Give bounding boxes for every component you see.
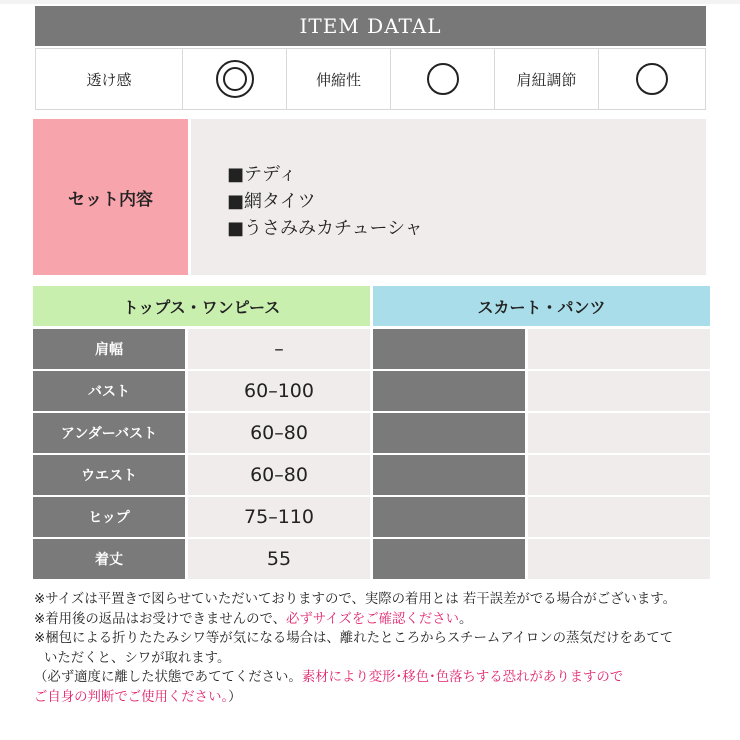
size-header-bottoms: スカート・パンツ: [373, 286, 710, 326]
note-line: ※着用後の返品はお受けできませんので、必ずサイズをご確認ください。: [34, 611, 473, 627]
note-line: ご自身の判断でご使用ください。）: [34, 689, 242, 705]
note-line: いただくと、シワが取れます。: [44, 650, 231, 666]
bottoms-label-empty: [373, 455, 525, 495]
bottoms-value-empty: [528, 329, 710, 369]
size-value: 60–80: [188, 455, 370, 495]
size-label: バスト: [33, 371, 185, 411]
set-item: ■うさみみカチューシャ: [227, 218, 423, 239]
size-label: アンダーバスト: [33, 413, 185, 453]
size-label: ウエスト: [33, 455, 185, 495]
bottoms-label-empty: [373, 371, 525, 411]
size-label: ヒップ: [33, 497, 185, 537]
set-contents-panel: [191, 119, 706, 275]
size-row: [33, 539, 710, 579]
note-highlight: ご自身の判断でご使用ください。: [34, 689, 229, 705]
bottoms-label-empty: [373, 497, 525, 537]
property-label-sheer: 透け感: [36, 49, 183, 109]
notes: [34, 590, 724, 707]
property-mark-strap-adjust: [599, 49, 705, 109]
bottoms-value-empty: [528, 413, 710, 453]
property-mark-stretch: [391, 49, 495, 109]
bottoms-value-empty: [528, 371, 710, 411]
circle-icon: [427, 63, 459, 95]
property-label-strap-adjust: 肩紐調節: [495, 49, 599, 109]
double-circle-icon: [216, 60, 254, 98]
size-value: –: [188, 329, 370, 369]
note-highlight: 必ずサイズをご確認ください: [285, 611, 459, 627]
note-line: ※サイズは平置きで図らせていただいておりますので、実際の着用とは 若干誤差がでる場合がございます。: [34, 592, 677, 607]
size-row: [33, 371, 710, 411]
top-divider: [0, 0, 740, 4]
bottoms-value-empty: [528, 497, 710, 537]
set-contents-label: セット内容: [33, 119, 188, 275]
note-line: （必ず適度に離した状態であててください。素材により変形･移色･色落ちする恐れがありますので: [34, 670, 624, 685]
bottoms-label-empty: [373, 539, 525, 579]
note-highlight: 素材により変形･移色･色落ちする恐れがありますので: [301, 670, 624, 685]
bottoms-label-empty: [373, 413, 525, 453]
note-line: ※梱包による折りたたみシワ等が気になる場合は、離れたところからスチームアイロンの蒸気だけをあてて: [34, 631, 674, 646]
set-item: ■網タイツ: [227, 191, 316, 212]
size-row: [33, 455, 710, 495]
bottoms-label-empty: [373, 329, 525, 369]
set-item: ■テディ: [227, 164, 297, 185]
property-mark-sheer: [183, 49, 287, 109]
bottoms-value-empty: [528, 539, 710, 579]
bottoms-value-empty: [528, 455, 710, 495]
size-value: 75–110: [188, 497, 370, 537]
size-value: 60–80: [188, 413, 370, 453]
size-label: 肩幅: [33, 329, 185, 369]
size-value: 55: [188, 539, 370, 579]
size-row: [33, 497, 710, 537]
set-contents-list: [227, 161, 423, 242]
circle-icon: [636, 63, 668, 95]
size-header-tops: トップス・ワンピース: [33, 286, 370, 326]
property-table: [35, 48, 706, 110]
size-row: [33, 329, 710, 369]
size-row: [33, 413, 710, 453]
property-label-stretch: 伸縮性: [287, 49, 391, 109]
size-value: 60–100: [188, 371, 370, 411]
size-label: 着丈: [33, 539, 185, 579]
item-detail-header: ITEM DATAL: [35, 6, 706, 46]
